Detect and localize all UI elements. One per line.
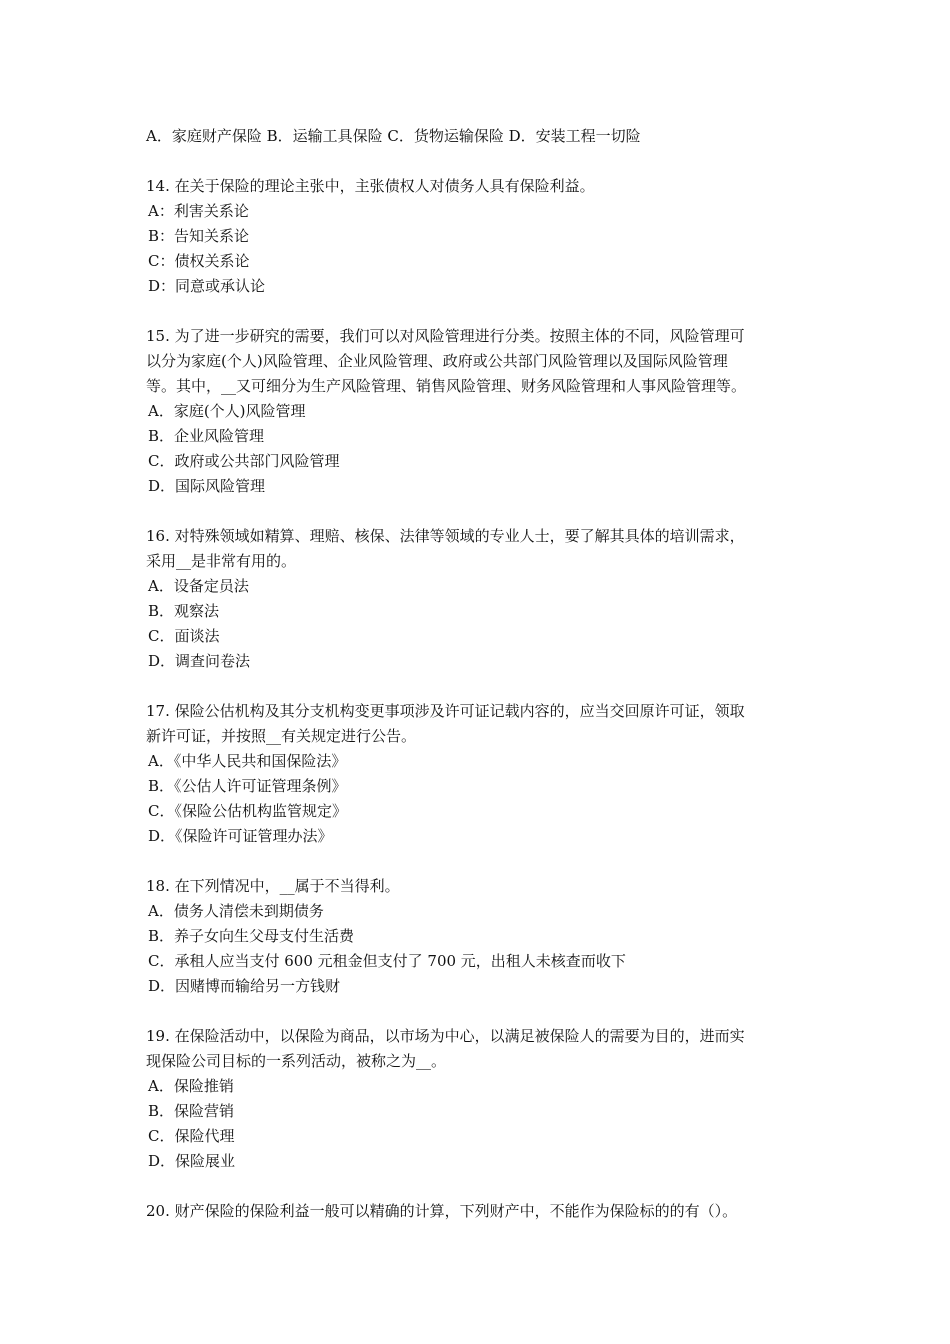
question-stem: 17. 保险公估机构及其分支机构变更事项涉及许可证记载内容的，应当交回原许可证，领取	[146, 702, 745, 720]
option-c: C．面谈法	[148, 627, 220, 645]
option-c: C．保险代理	[148, 1127, 235, 1145]
option-b: B：告知关系论	[148, 227, 250, 245]
document-content	[146, 124, 816, 1224]
question-stem: 采用__是非常有用的。	[146, 552, 297, 570]
option-a: A．保险推销	[148, 1077, 234, 1095]
question-stem: 19. 在保险活动中，以保险为商品，以市场为中心，以满足被保险人的需要为目的，进而实	[146, 1027, 745, 1045]
option-d: D．《保险许可证管理办法》	[148, 827, 333, 845]
option-d: D：同意或承认论	[148, 277, 266, 295]
option-a: A．《中华人民共和国保险法》	[148, 752, 347, 770]
option-b: B．观察法	[148, 602, 220, 620]
option-a: A．家庭(个人)风险管理	[148, 402, 306, 420]
question-stem: 以分为家庭(个人)风险管理、企业风险管理、政府或公共部门风险管理以及国际风险管理	[146, 352, 728, 370]
option-b: B．养子女向生父母支付生活费	[148, 927, 355, 945]
option-d: D．保险展业	[148, 1152, 236, 1170]
option-c: C．政府或公共部门风险管理	[148, 452, 340, 470]
question-18	[146, 874, 816, 999]
option-c: C．《保险公估机构监管规定》	[148, 802, 347, 820]
question-stem: 18. 在下列情况中，__属于不当得利。	[146, 877, 400, 895]
question-stem: 15. 为了进一步研究的需要，我们可以对风险管理进行分类。按照主体的不同，风险管理可	[146, 327, 745, 345]
option-d: D．国际风险管理	[148, 477, 266, 495]
question-16	[146, 524, 816, 674]
option-c: C．承租人应当支付 600 元租金但支付了 700 元，出租人未核查而收下	[148, 952, 626, 970]
option-c: C：债权关系论	[148, 252, 250, 270]
question-stem: 现保险公司目标的一系列活动，被称之为__。	[146, 1052, 447, 1070]
option-a: A：利害关系论	[148, 202, 249, 220]
question-stem: 16. 对特殊领域如精算、理赔、核保、法律等领域的专业人士，要了解其具体的培训需求，	[146, 527, 745, 545]
question-19	[146, 1024, 816, 1174]
question-20	[146, 1199, 816, 1224]
option-b: B．企业风险管理	[148, 427, 265, 445]
option-a: A．设备定员法	[148, 577, 249, 595]
option-b: B．《公估人许可证管理条例》	[148, 777, 347, 795]
question-15	[146, 324, 816, 499]
option-d: D．调查问卷法	[148, 652, 251, 670]
question-stem: 新许可证，并按照__有关规定进行公告。	[146, 727, 417, 745]
question-stem: 14. 在关于保险的理论主张中，主张债权人对债务人具有保险利益。	[146, 177, 595, 195]
question-stem: 等。其中，__又可细分为生产风险管理、销售风险管理、财务风险管理和人事风险管理等。	[146, 377, 747, 395]
question-14	[146, 174, 816, 299]
option-b: B．保险营销	[148, 1102, 235, 1120]
option-a: A．债务人清偿未到期债务	[148, 902, 324, 920]
question-17	[146, 699, 816, 849]
question-stem: 20. 财产保险的保险利益一般可以精确的计算，下列财产中，不能作为保险标的的有（）。	[146, 1202, 738, 1220]
option-d: D．因赌博而输给另一方钱财	[148, 977, 341, 995]
previous-question-options: A．家庭财产保险 B．运输工具保险 C．货物运输保险 D．安装工程一切险	[146, 127, 641, 145]
